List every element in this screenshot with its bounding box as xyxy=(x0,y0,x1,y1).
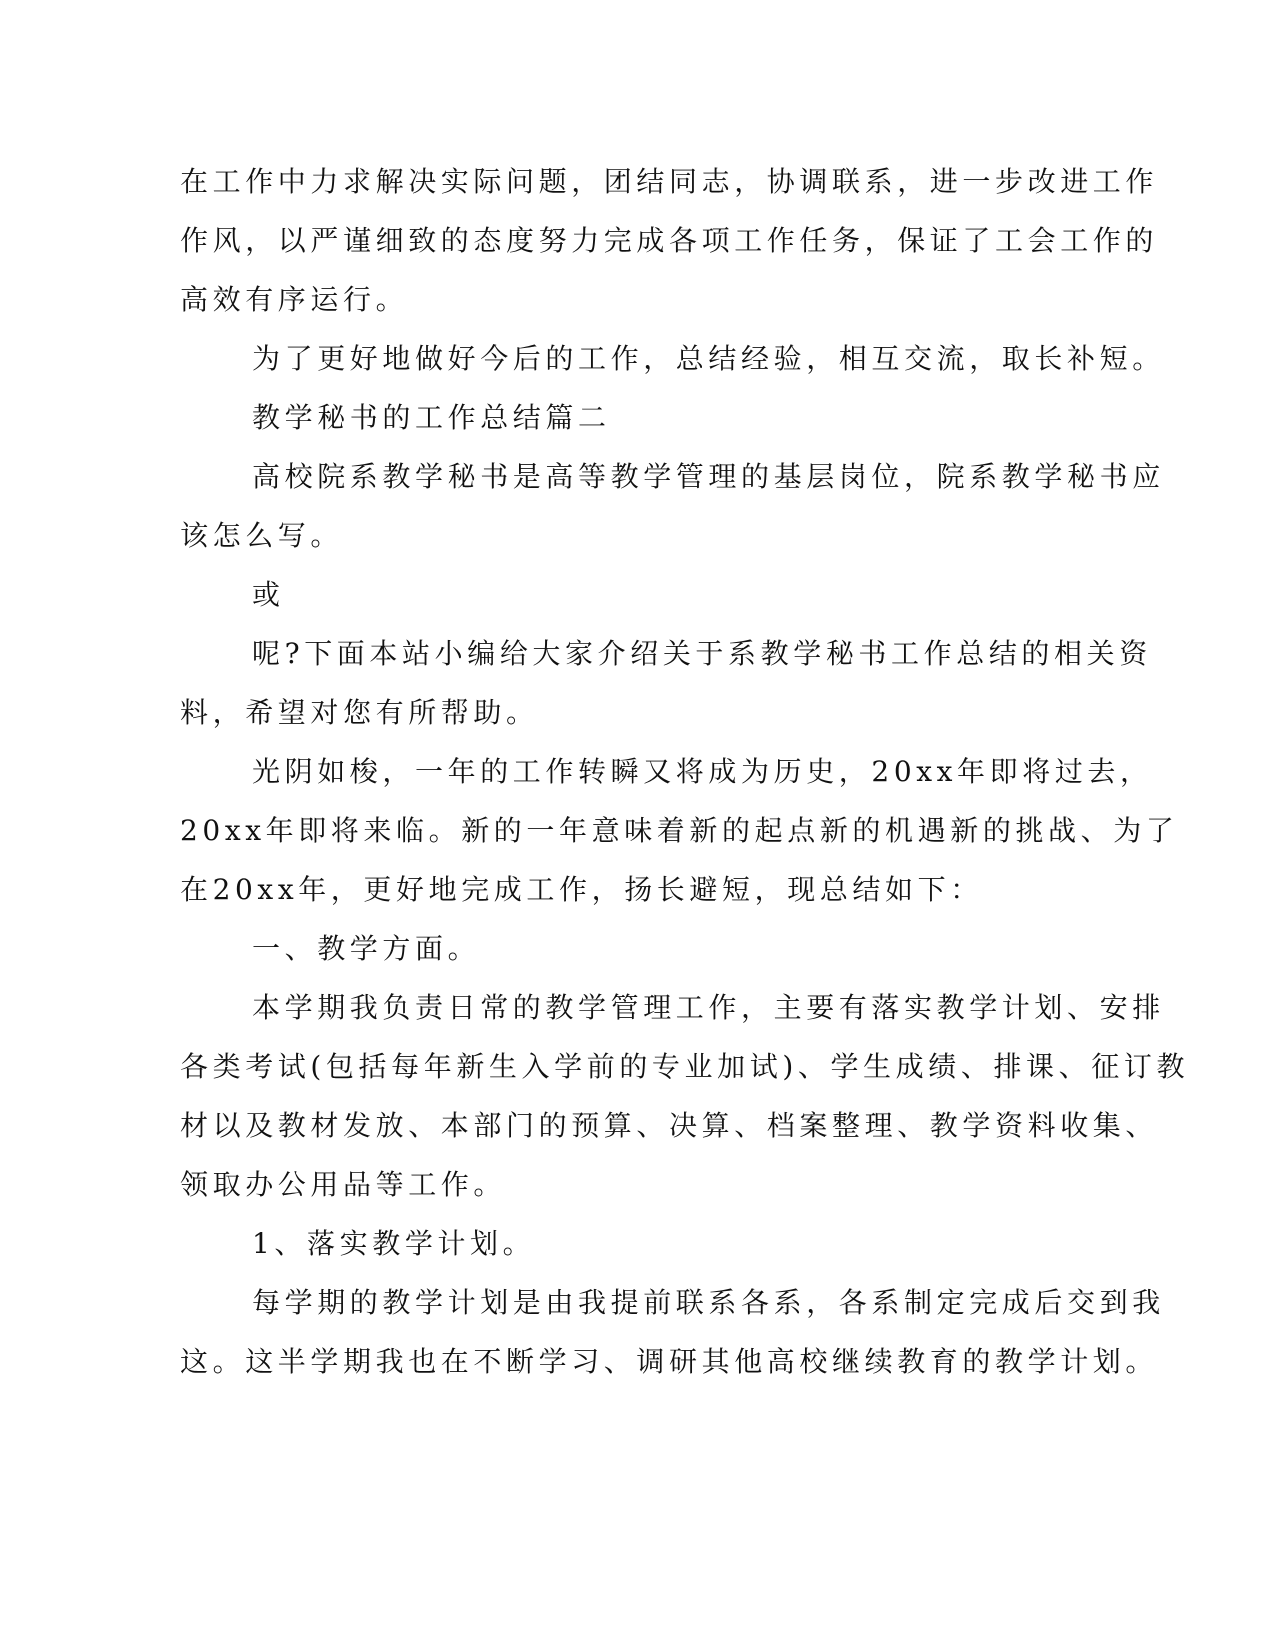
section-heading: 一、教学方面。 xyxy=(252,932,481,965)
text-line: 本学期我负责日常的教学管理工作，主要有落实教学计划、安排 xyxy=(252,991,1165,1024)
text-line: 作风，以严谨细致的态度努力完成各项工作任务，保证了工会工作的 xyxy=(180,224,1159,257)
text-line: 20xx年即将来临。新的一年意味着新的起点新的机遇新的挑战、为了 xyxy=(180,814,1179,847)
section-heading: 教学秘书的工作总结篇二 xyxy=(252,401,611,434)
text-line: 呢?下面本站小编给大家介绍关于系教学秘书工作总结的相关资 xyxy=(252,637,1152,670)
text-line: 或 xyxy=(252,578,285,611)
text-line: 料，希望对您有所帮助。 xyxy=(180,696,539,729)
text-line: 在工作中力求解决实际问题，团结同志，协调联系，进一步改进工作 xyxy=(180,165,1159,198)
text-line: 该怎么写。 xyxy=(180,519,344,552)
text-line: 材以及教材发放、本部门的预算、决算、档案整理、教学资料收集、 xyxy=(180,1109,1159,1142)
text-line: 高效有序运行。 xyxy=(180,283,409,316)
text-line: 各类考试(包括每年新生入学前的专业加试)、学生成绩、排课、征订教 xyxy=(180,1050,1190,1083)
text-line: 高校院系教学秘书是高等教学管理的基层岗位，院系教学秘书应 xyxy=(252,460,1165,493)
text-line: 每学期的教学计划是由我提前联系各系，各系制定完成后交到我 xyxy=(252,1286,1165,1319)
subsection-heading: 1、落实教学计划。 xyxy=(252,1227,536,1260)
text-line: 这。这半学期我也在不断学习、调研其他高校继续教育的教学计划。 xyxy=(180,1345,1159,1378)
text-line: 在20xx年，更好地完成工作，扬长避短，现总结如下： xyxy=(180,873,983,906)
document-page xyxy=(180,152,1190,1391)
text-line: 光阴如梭，一年的工作转瞬又将成为历史，20xx年即将过去， xyxy=(252,755,1153,788)
text-line: 为了更好地做好今后的工作，总结经验，相互交流，取长补短。 xyxy=(252,342,1165,375)
text-line: 领取办公用品等工作。 xyxy=(180,1168,507,1201)
